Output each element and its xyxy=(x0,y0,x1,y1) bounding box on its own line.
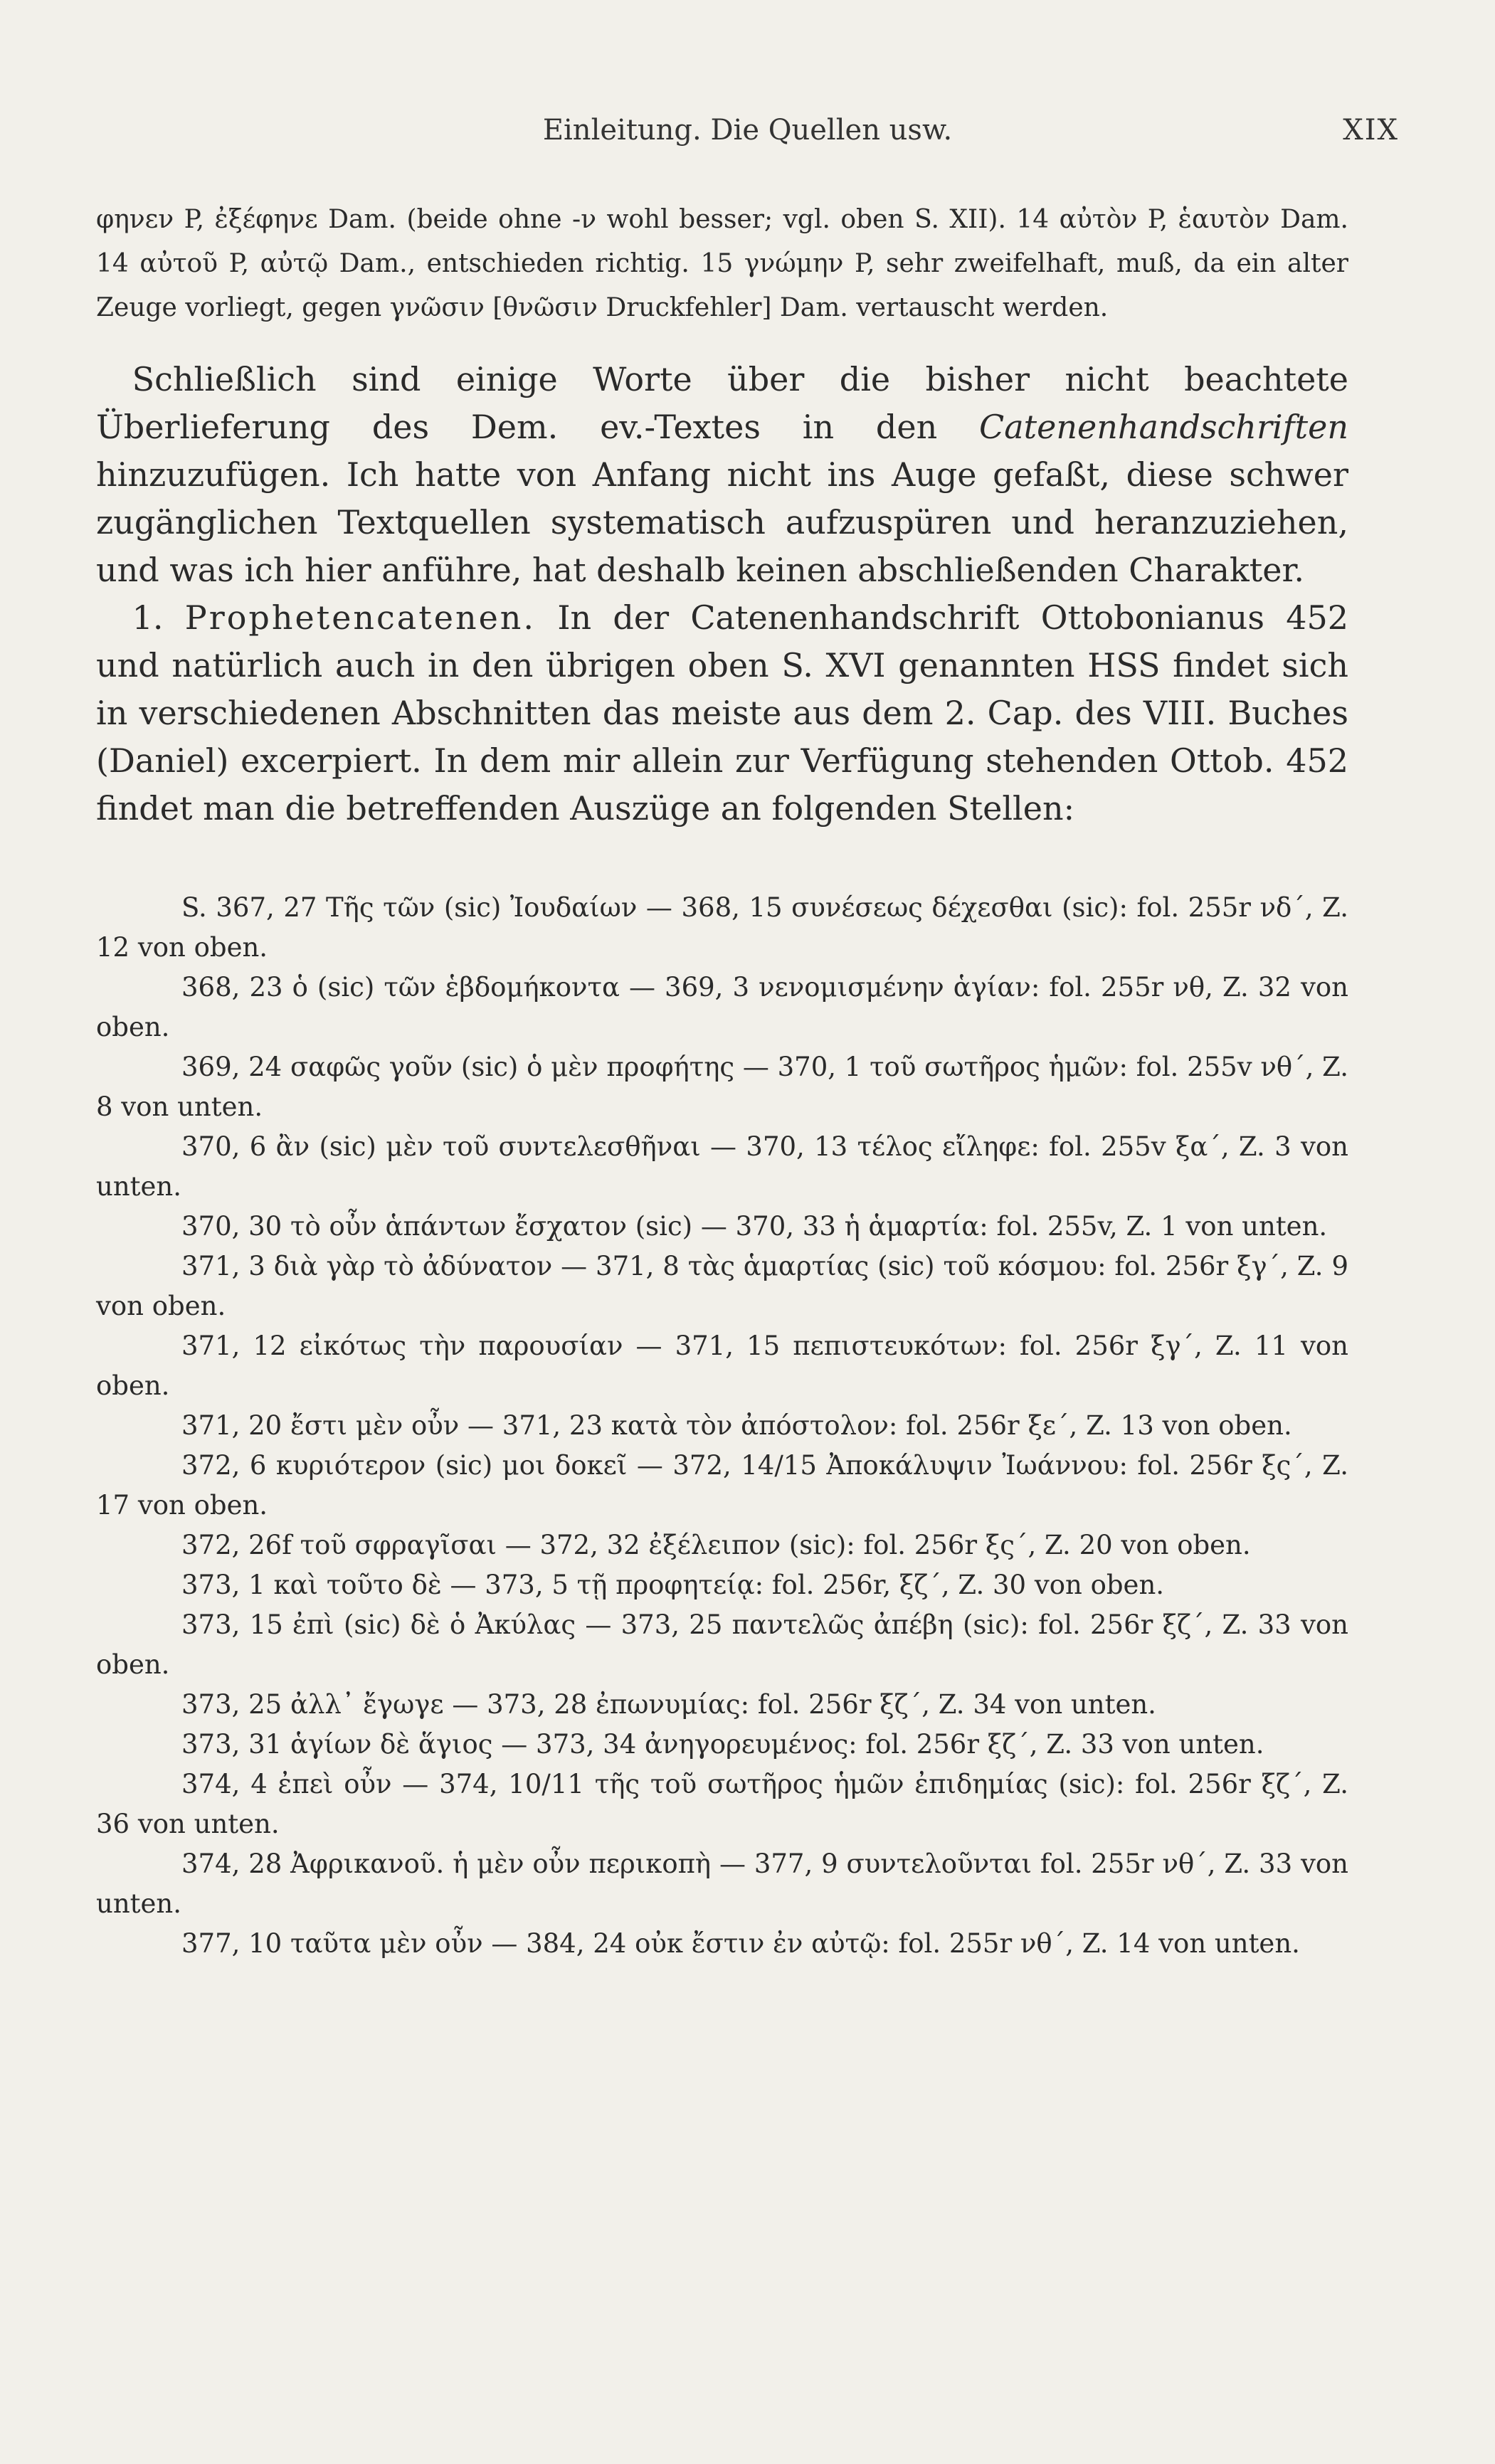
excerpt-list xyxy=(96,888,1348,1964)
list-item: 377, 10 ταῦτα μὲν οὖν — 384, 24 οὐκ ἔστιν ἐν αὐτῷ: fol. 255r νθ΄, Z. 14 von unten. xyxy=(181,1928,1300,1959)
list-item: 373, 31 ἁγίων δὲ ἅγιος — 373, 34 ἀνηγορευμένος: fol. 256r ξζ΄, Z. 33 von unten. xyxy=(181,1729,1264,1760)
list-item: 373, 15 ἐπὶ (sic) δὲ ὁ Ἀκύλας — 373, 25 παντελῶς ἀπέβη (sic): fol. 256r ξζ΄, Z. 33 von oben. xyxy=(96,1609,1348,1680)
list-item: S. 367, 27 Τῆς τῶν (sic) Ἰουδαίων — 368, 15 συνέσεως δέχεσθαι (sic): fol. 255r νδ΄, Z. 12 von oben. xyxy=(96,892,1348,963)
main-text xyxy=(96,356,1348,832)
list-item: 370, 6 ἂν (sic) μὲν τοῦ συντελεσθῆναι — 370, 13 τέλος εἴληφε: fol. 255v ξα΄, Z. 3 von unten. xyxy=(96,1131,1348,1202)
section-number: 1. xyxy=(132,598,164,637)
list-item: 371, 20 ἔστι μὲν οὖν — 371, 23 κατὰ τὸν ἀπόστολον: fol. 256r ξε΄, Z. 13 von oben. xyxy=(181,1410,1292,1441)
list-item: 374, 28 Ἀφρικανοῦ. ἡ μὲν οὖν περικοπὴ — 377, 9 συντελοῦνται fol. 255r νθ΄, Z. 33 von unten. xyxy=(96,1849,1348,1919)
list-item: 374, 4 ἐπεὶ οὖν — 374, 10/11 τῆς τοῦ σωτῆρος ἡμῶν ἐπιδημίας (sic): fol. 256r ξζ΄, Z. 36 von unten. xyxy=(96,1769,1348,1839)
catenen-term: Catenenhandschriften xyxy=(979,408,1348,446)
paragraph-1 xyxy=(96,356,1348,594)
paragraph-1-start: Schließlich sind einige Worte über die bisher nicht beachtete Überlieferung des Dem. ev.-Textes in den xyxy=(96,360,1348,446)
section-heading: Prophetencatenen. xyxy=(184,598,537,637)
list-item: 369, 24 σαφῶς γοῦν (sic) ὁ μὲν προφήτης — 370, 1 τοῦ σωτῆρος ἡμῶν: fol. 255v νθ΄, Z. 8 von unten. xyxy=(96,1052,1348,1122)
list-item: 372, 6 κυριότερον (sic) μοι δοκεῖ — 372, 14/15 Ἀποκάλυψιν Ἰωάννου: fol. 256r ξς΄, Z. 17 von oben. xyxy=(96,1450,1348,1521)
list-item: 371, 12 εἰκότως τὴν παρουσίαν — 371, 15 πεπιστευκότων: fol. 256r ξγ΄, Z. 11 von oben. xyxy=(96,1331,1348,1401)
list-item: 372, 26f τοῦ σφραγῖσαι — 372, 32 ἐξέλειπον (sic): fol. 256r ξς΄, Z. 20 von oben. xyxy=(181,1530,1251,1560)
page-number: XIX xyxy=(1343,114,1399,147)
footnote-apparatus: φηνεν P, ἐξέφηνε Dam. (beide ohne -ν wohl besser; vgl. oben S. XII). 14 αὐτὸν P, ἑαυτὸν Dam. 14 αὐτοῦ P, αὐτῷ Dam., entschieden richtig. 15 γνώμην P, sehr zweifelhaft, muß, da ein alter Zeuge vorliegt, gegen γνῶσιν [θνῶσιν Druckfehler] Dam. vertauscht werden. xyxy=(96,205,1348,322)
paragraph-2 xyxy=(96,594,1348,832)
running-header xyxy=(96,114,1399,157)
header-title: Einleitung. Die Quellen usw. xyxy=(542,114,953,147)
list-item: 370, 30 τὸ οὖν ἁπάντων ἔσχατον (sic) — 370, 33 ἡ ἁμαρτία: fol. 255v, Z. 1 von unten. xyxy=(181,1211,1328,1242)
list-item: 373, 25 ἀλλ᾽ ἔγωγε — 373, 28 ἐπωνυμίας: fol. 256r ξζ΄, Z. 34 von unten. xyxy=(181,1689,1156,1720)
list-item: 371, 3 διὰ γὰρ τὸ ἀδύνατον — 371, 8 τὰς ἁμαρτίας (sic) τοῦ κόσμου: fol. 256r ξγ΄, Z. 9 von oben. xyxy=(96,1251,1348,1321)
paragraph-2-text: In der Catenenhandschrift Ottobonianus 452 und natürlich auch in den übrigen oben S. XVI genannten HSS findet sich in verschiedenen Abschnitten das meiste aus dem 2. Cap. des VIII. Buches (Daniel) excerpiert. In dem mir allein zur Verfügung stehenden Ottob. 452 findet man die betreffenden Auszüge an folgenden Stellen: xyxy=(96,598,1349,827)
list-item: 373, 1 καὶ τοῦτο δὲ — 373, 5 τῇ προφητείᾳ: fol. 256r, ξζ΄, Z. 30 von oben. xyxy=(181,1570,1165,1600)
list-item: 368, 23 ὁ (sic) τῶν ἑβδομήκοντα — 369, 3 νενομισμένην ἁγίαν: fol. 255r νθ, Z. 32 von oben. xyxy=(96,972,1348,1042)
paragraph-1-end: hinzuzufügen. Ich hatte von Anfang nicht ins Auge gefaßt, diese schwer zugänglichen Textquellen systematisch aufzuspüren und heranzuziehen, und was ich hier anführe, hat deshalb keinen abschließenden Charakter. xyxy=(96,455,1348,589)
